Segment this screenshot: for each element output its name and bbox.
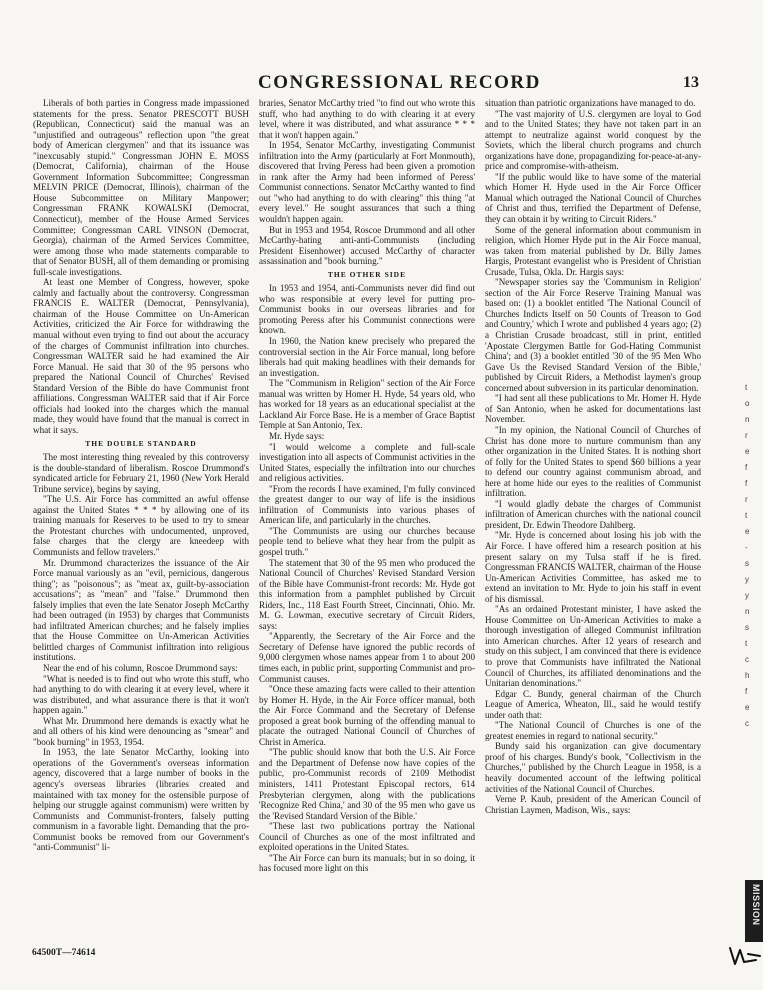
paragraph: The "Communism in Religion" section of the Air Force manual was written by Homer H. Hyde, 54 years old, who has worked for 18 years as an educational specialist at the Lackland Air Force Base. He is a member of Grace Baptist Temple at San Antonio, Tex. (259, 378, 475, 431)
paragraph: In 1953 and 1954, anti-Communists never did find out who was responsible at every level for putting pro-Communist books in our overseas libraries and for promoting Peress after his Communist connections were known. (259, 283, 475, 336)
paragraph: Mr. Drummond characterizes the issuance of the Air Force manual variously as an "evil, pernicious, dangerous thing"; as "poisonous"; as "meat ax, guilt-by-association accusations"; as "mean" and "false." Drummond then falsely implies that even the late Senator Joseph McCarthy had been outraged (in 1953) by charges that Communists had infiltrated American churches; and he falsely implies that the House Committee on Un-American Activities belittled charges of Communist infiltration into religious institutions. (33, 557, 249, 663)
paragraph: "Once these amazing facts were called to their attention by Homer H. Hyde, in the Air Force officer manual, both the Air Force Command and the Secretary of Defense proposed a great book burning of the offending manual to placate the outraged National Council of Churches of Christ in America. (259, 684, 475, 747)
paragraph: Mr. Hyde says: (269, 430, 325, 441)
paragraph: At least one Member of Congress, however, spoke calmly and factually about the controversy. Congressman FRANCIS E. WALTER (Democrat, Pennsylvania), chairman of the House Committee on Un-American Activities, criticized the Air Force for withdrawing the manual without even trying to find out about the accuracy of the charges of Communist infiltration into churches. Congressman WALTER said he had examined the Air Force Manual. He said that 30 of the 95 persons who prepared the National Council of Churches' Revised Standard Version of the Bible do have Communist front affiliations. Congressman WALTER said that if Air Force officials had looked into the charges which the manual made, they would have found that the manual is correct in what it says. (33, 277, 249, 435)
column-2 (259, 98, 475, 960)
margin-letter: o (745, 399, 750, 408)
margin-letter: e (745, 703, 750, 712)
page-number: 13 (683, 74, 699, 91)
margin-letter: s (745, 623, 749, 632)
paragraph: "The U.S. Air Force has committed an awful offense against the United States * * * by allowing one of its training manuals for Reserves to be used to try to smear the Protestant churches with undocumented, unproved, false charges that the clergy are kneedeep with Communists and fellow travelers." (33, 494, 249, 557)
margin-letter: r (745, 431, 748, 440)
paragraph: What Mr. Drummond here demands is exactly what he and all others of his kind were denouncing as "smear" and "book burning" in 1953, 1954. (33, 715, 249, 747)
paragraph: "These last two publications portray the National Council of Churches as one of the most infiltrated and exploited operations in the United States. (259, 821, 475, 853)
paragraph: "Apparently, the Secretary of the Air Force and the Secretary of Defense have ignored the public records of 9,000 clergymen whose names appear from 1 to about 200 times each, in public print, supporting Communist and pro-Communist causes. (259, 631, 475, 684)
paragraph: In 1953, the late Senator McCarthy, looking into operations of the Government's overseas information agency, discovered that a large number of books in the agency's overseas libraries (libraries created and maintained with tax money for the ostensible purpose of helping our struggle against communism) were written by Communists and Communist-fronters, falsely putting communism in a favorable light. Demanding that the pro-Communist books be removed from our Government's "anti-Communist" li- (33, 747, 249, 853)
paragraph: Near the end of his column, Roscoe Drummond says: (43, 662, 238, 673)
paragraph: "I would gladly debate the charges of Communist infiltration of American churches with the national council president, Dr. Edwin Theodore Dahlberg. (485, 498, 701, 530)
column-1 (33, 98, 249, 960)
paragraph: Some of the general information about communism in religion, which Homer Hyde put in the Air Force manual, was taken from material published by Dr. Billy James Hargis, Protestant evangelist who is President of Christian Crusade, Tulsa, Okla. Dr. Hargis says: (485, 224, 701, 277)
paragraph: In 1954, Senator McCarthy, investigating Communist infiltration into the Army (particularly at Fort Monmouth), discovered that Irving Peress had been given a promotion in rank after the Army had been informed of Peress' Communist connections. Senator McCarthy wanted to find out "who had anything to do with clearing" this thing "at every level." He sought assurances that such a thing wouldn't happen again. (259, 140, 475, 225)
paragraph: "As an ordained Protestant minister, I have asked the House Committee on Un-American Activities to make a thorough investigation of alleged Communist infiltration into American churches. After 12 years of research and study on this subject, I am convinced that there is evidence to prove that Communists have infiltrated the National Council of Churches, its affiliated denominations and the Unitarian denominations." (485, 604, 701, 689)
margin-letter: h (745, 671, 750, 680)
margin-letter: - (745, 543, 748, 552)
paragraph: "The National Council of Churches is one of the greatest enemies in regard to national security." (485, 720, 701, 741)
print-code: 64500T—74614 (32, 948, 96, 958)
paragraph: situation than patriotic organizations have managed to do. (485, 98, 696, 108)
margin-letter: c (745, 655, 749, 664)
paragraph: Bundy said his organization can give documentary proof of his charges. Bundy's book, "Collectivism in the Churches," published by the Church League in 1958, is a heavily documented account of the leftwing political activities of the National Council of Churches. (485, 741, 701, 794)
section-heading: THE OTHER SIDE (327, 269, 407, 279)
paragraph: "The public should know that both the U.S. Air Force and the Department of Defense now have copies of the public, pro-Communist records of 2109 Methodist ministers, 1411 Protestant Episcopal rectors, 614 Presbyterian clergymen, along with the publications 'Recognize Red China,' and 30 of the 95 men who gave us the 'Revised Standard Version of the Bible.' (259, 747, 475, 821)
paragraph: But in 1953 and 1954, Roscoe Drummond and all other McCarthy-hating anti-anti-Communists (including President Eisenhower) accused McCarthy of character assassination and "book burning." (259, 224, 475, 267)
paragraph: "I would welcome a complete and full-scale investigation into all aspects of Communist activities in the United States, especially the infiltration into our churches and religious activities. (259, 441, 475, 484)
margin-letter: r (745, 495, 748, 504)
paragraph: braries, Senator McCarthy tried "to find out who wrote this stuff, who had anything to do with clearing it at every level, where it was distributed, and what assurance * * * that it won't happen again." (259, 98, 475, 140)
margin-letter: n (745, 607, 750, 616)
margin-letter: t (745, 639, 748, 648)
margin-letter: n (745, 415, 750, 424)
paragraph: "Newspaper stories say the 'Communism in Religion' section of the Air Force Reserve Training Manual was based on: (1) a booklet entitled 'The National Council of Churches Indicts Itself on 50 Counts of Treason to God and Country,' which I wrote and published 4 years ago; (2) a Christian Crusade broadcast, still in print, entitled 'Apostate Clergymen Battle for God-Hating Communist China'; and (3) a booklet entitled '30 of the 95 Men Who Gave Us the Revised Standard Version of the Bible,' published by Circuit Riders, a Methodist laymen's group concerned about subversion in its particular denomination. (485, 277, 701, 393)
margin-letter: c (745, 719, 749, 728)
margin-letters (745, 380, 757, 732)
margin-letter: t (745, 511, 748, 520)
paragraph: Verne P. Kaub, president of the American Council of Christian Laymen, Madison, Wis., says: (485, 794, 701, 815)
paragraph: "From the records I have examined, I'm fully convinced the greatest danger to our way of life is the insidious infiltration of Communists into various phases of American life, and particularly in the churches. (259, 483, 475, 526)
paragraph: Edgar C. Bundy, general chairman of the Church League of America, Wheaton, Ill., said he would testify under oath that: (485, 688, 701, 720)
paragraph: "The Air Force can burn its manuals; but in so doing, it has focused more light on this (259, 852, 475, 874)
margin-letter: t (745, 383, 748, 392)
handwritten-mark (726, 940, 762, 970)
page-header (0, 72, 763, 96)
paragraph: "What is needed is to find out who wrote this stuff, who had anything to do with clearing it at every level, where it was distributed, and what assurance there is that it won't happen again." (33, 673, 249, 716)
paragraph: The statement that 30 of the 95 men who produced the National Council of Churches' Revised Standard Version of the Bible have Communist-front records: Mr. Hyde got this information from a pamphlet published by Circuit Riders, Inc., 118 East Fourth Street, Cincinnati, Ohio. Mr. M. G. Lowman, executive secretary of Circuit Riders, says: (259, 557, 475, 631)
margin-letter: e (745, 447, 750, 456)
column-3 (485, 98, 701, 960)
publication-title: CONGRESSIONAL RECORD (258, 72, 541, 93)
paragraph: "I had sent all these publications to Mr. Homer H. Hyde of San Antonio, when he asked for documentations last November. (485, 393, 701, 425)
paragraph: "The Communists are using our churches because people tend to believe what they hear from the pulpit as gospel truth." (259, 525, 475, 557)
margin-letter: e (745, 527, 750, 536)
text-columns (33, 98, 701, 960)
paragraph: "The vast majority of U.S. clergymen are loyal to God and to the United States; they have not taken part in an attempt to neutralize against world conquest by the Soviets, which the liberal church programs and church organizations have done, propagandizing for-peace-at-any-price and compromise-with-atheism. (485, 108, 701, 172)
paragraph: "If the public would like to have some of the material which Homer H. Hyde used in the Air Force Officer Manual which outraged the National Council of Churches of Christ and thus, terrified the Department of Defense, they can obtain it by writing to Circuit Riders." (485, 171, 701, 225)
margin-letter: y (745, 575, 749, 584)
margin-letter: f (745, 687, 748, 696)
margin-letter: f (745, 479, 748, 488)
paragraph: The most interesting thing revealed by this controversy is the double-standard of liberalism. Roscoe Drummond's syndicated article for February 21, 1960 (New York Herald Tribune service), begins by saying, (33, 452, 249, 494)
paragraph: In 1960, the Nation knew precisely who prepared the controversial section in the Air Force manual, long before liberals had quit making headlines with their demands for an investigation. (259, 336, 475, 378)
paragraph: Liberals of both parties in Congress made impassioned statements for the press. Senator PRESCOTT BUSH (Republican, Connecticut) said the manual was an "unjustified and outrageous" reflection upon "the great body of American clergymen" and that its issuance was "inexcusably stupid." Congressman JOHN E. MOSS (Democrat, California), chairman of the House Government Information Subcommittee; Congressman MELVIN PRICE (Democrat, Illinois), chairman of the House Subcommittee on Military Manpower; Congressman FRANK KOWALSKI (Democrat, Connecticut), member of the House Armed Services Committee; Congressman CARL VINSON (Democrat, Georgia), chairman of the Armed Services Committee, were among those who made statements comparable to that of Senator BUSH, all of them demanding or promising full-scale investigations. (33, 98, 249, 277)
margin-strip-text: MISSION (751, 884, 761, 926)
section-heading: THE DOUBLE STANDARD (85, 438, 197, 448)
margin-letter: s (745, 559, 749, 568)
margin-letter: y (745, 591, 749, 600)
paragraph: "In my opinion, the National Council of Churches of Christ has done more to nurture communism than any other organization in the United States. It is nothing short of folly for the United States to spend $60 billions a year to defend our country against communism abroad, and here at home hide our eyes to the realities of Communist infiltration. (485, 424, 701, 499)
paragraph: "Mr. Hyde is concerned about losing his job with the Air Force. I have offered him a research position at his present salary on my Tulsa staff if he is fired. Congressman FRANCIS WALTER, chairman of the House Un-American Activities Committee, has asked me to extend an invitation to Mr. Hyde to join his staff in event of his dismissal. (485, 530, 701, 604)
margin-letter: f (745, 463, 748, 472)
